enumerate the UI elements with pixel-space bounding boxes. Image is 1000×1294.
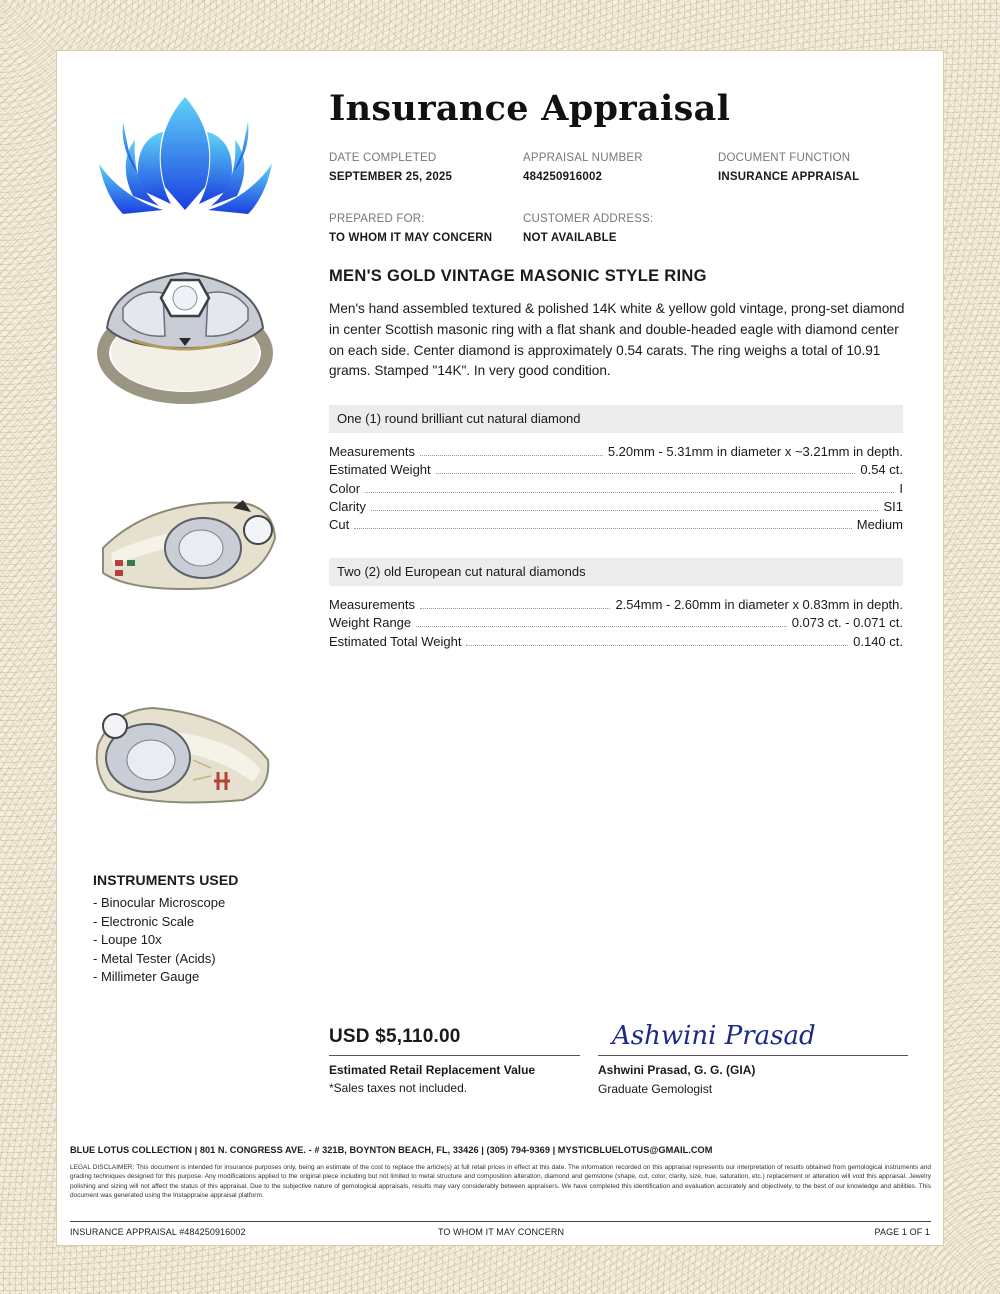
detail-value: 5.20mm - 5.31mm in diameter x ~3.21mm in depth.: [607, 444, 903, 459]
document-function-value: INSURANCE APPRAISAL: [718, 171, 860, 183]
customer-address-label: CUSTOMER ADDRESS:: [523, 213, 654, 225]
signature-divider: [598, 1055, 908, 1056]
instruments-list: [93, 894, 313, 987]
detail-value: I: [899, 480, 903, 496]
instruments-used: [93, 872, 313, 987]
appraiser-signature: [608, 1014, 816, 1054]
dot-leader: [420, 595, 610, 609]
list-item: - Metal Tester (Acids): [93, 950, 216, 966]
dot-leader: [436, 460, 856, 474]
detail-value: SI1: [883, 498, 903, 514]
detail-row: [329, 516, 903, 534]
ring-photo-side-right-icon: [93, 690, 278, 845]
detail-label: Estimated Weight: [329, 462, 431, 478]
document-title: Insurance Appraisal: [329, 88, 731, 129]
footer-appraisal-number: INSURANCE APPRAISAL #484250916002: [70, 1227, 246, 1237]
signature-text: Ashwini Prasad: [612, 1021, 816, 1051]
customer-address: [523, 213, 653, 244]
page-number: PAGE 1 OF 1: [874, 1227, 930, 1237]
date-completed: [329, 152, 452, 183]
detail-row: [329, 614, 903, 632]
stone-heading: Two (2) old European cut natural diamonds: [329, 558, 903, 586]
detail-row: [329, 443, 903, 461]
footer-divider: [70, 1221, 931, 1222]
legal-disclaimer: LEGAL DISCLAIMER: This document is intended for insurance purposes only, being an estimate of the cost to replace the article(s) at full retail prices in effect at this date. The information recorded on this appraisal represents our interpretation of results obtained from gemological instruments and grading techniques designed for this purpose. Any modifications applied to the original piece including but not limited to metal structure and composition alteration, diamond and gemstone (shape, cut, color, clarity, size, hue, saturation, etc.) replacement or alteration will void this appraisal. Jewelry polishing and sizing will not affect the status of this appraisal. Due to the subjective nature of gemological appraisals, results may vary considerably between appraisers. We have completed this identification and evaluation accurately and objectively, to the best of our knowledge and abilities. This document was generated using the Instappraise appraisal platform.: [70, 1164, 931, 1200]
list-item: - Millimeter Gauge: [93, 969, 200, 984]
detail-label: Measurements: [329, 444, 415, 459]
replacement-value-amount: USD $5,110.00: [329, 1026, 461, 1047]
list-item: - Electronic Scale: [93, 913, 195, 929]
detail-label: Weight Range: [329, 615, 412, 631]
document-function-label: DOCUMENT FUNCTION: [718, 152, 851, 164]
detail-value: 0.073 ct. - 0.071 ct.: [791, 615, 903, 631]
detail-row: [329, 633, 903, 651]
detail-label: Measurements: [329, 597, 415, 612]
appraisal-number-label: APPRAISAL NUMBER: [523, 152, 643, 164]
detail-label: Clarity: [329, 498, 366, 514]
detail-row: [329, 596, 903, 614]
date-completed-label: DATE COMPLETED: [329, 152, 437, 164]
appraisal-number: [523, 152, 643, 183]
appraiser-title: Graduate Gemologist: [598, 1082, 713, 1096]
stone-details: [329, 596, 903, 651]
footer-recipient: TO WHOM IT MAY CONCERN: [438, 1227, 565, 1237]
detail-value: 0.54 ct.: [860, 462, 903, 478]
item-title: MEN'S GOLD VINTAGE MASONIC STYLE RING: [329, 267, 707, 285]
dot-leader: [371, 497, 879, 511]
detail-row: [329, 498, 903, 516]
detail-row: [329, 480, 903, 498]
detail-row: [329, 461, 903, 479]
list-item: - Loupe 10x: [93, 932, 162, 947]
appraiser-name: Ashwini Prasad, G. G. (GIA): [598, 1063, 756, 1077]
prepared-for: [329, 213, 492, 244]
list-item: - Binocular Microscope: [93, 895, 226, 910]
stone-details: [329, 443, 903, 534]
contact-line: BLUE LOTUS COLLECTION | 801 N. CONGRESS AVE. - # 321B, BOYNTON BEACH, FL, 33426 | (305) 794-9369 | MYSTICBLUELOTUS@GMAIL.COM: [70, 1145, 713, 1155]
lotus-logo-icon: [93, 92, 278, 220]
item-description: Men's hand assembled textured & polished 14K white & yellow gold vintage, prong-set diamond in center Scottish masonic ring with a flat shank and double-headed eagle with diamond center on each side. Center diamond is approximately 0.54 carats. The ring weighs a total of 10.91 grams. Stamped "14K". In very good condition.: [329, 301, 905, 379]
dot-leader: [416, 613, 787, 627]
customer-address-value: NOT AVAILABLE: [523, 232, 617, 244]
prepared-for-label: PREPARED FOR:: [329, 213, 425, 225]
value-divider: [329, 1055, 580, 1056]
date-completed-value: SEPTEMBER 25, 2025: [329, 171, 453, 183]
prepared-for-value: TO WHOM IT MAY CONCERN: [329, 232, 493, 244]
sales-tax-note: *Sales taxes not included.: [329, 1081, 468, 1095]
ring-photo-side-left-icon: [93, 478, 278, 633]
dot-leader: [354, 515, 852, 529]
instruments-heading: INSTRUMENTS USED: [93, 872, 239, 888]
dot-leader: [466, 632, 848, 646]
dot-leader: [420, 442, 603, 456]
detail-label: Estimated Total Weight: [329, 633, 462, 649]
detail-label: Color: [329, 480, 361, 496]
detail-value: 2.54mm - 2.60mm in diameter x 0.83mm in depth.: [615, 597, 903, 612]
stone-heading: One (1) round brilliant cut natural diamond: [329, 405, 903, 433]
detail-label: Cut: [329, 517, 350, 533]
document-function: [718, 152, 859, 183]
detail-value: Medium: [856, 517, 903, 533]
replacement-value-label: Estimated Retail Replacement Value: [329, 1063, 536, 1077]
detail-value: 0.140 ct.: [853, 633, 903, 649]
appraisal-number-value: 484250916002: [523, 171, 603, 183]
dot-leader: [365, 479, 894, 493]
ring-photo-front-icon: [93, 258, 278, 413]
